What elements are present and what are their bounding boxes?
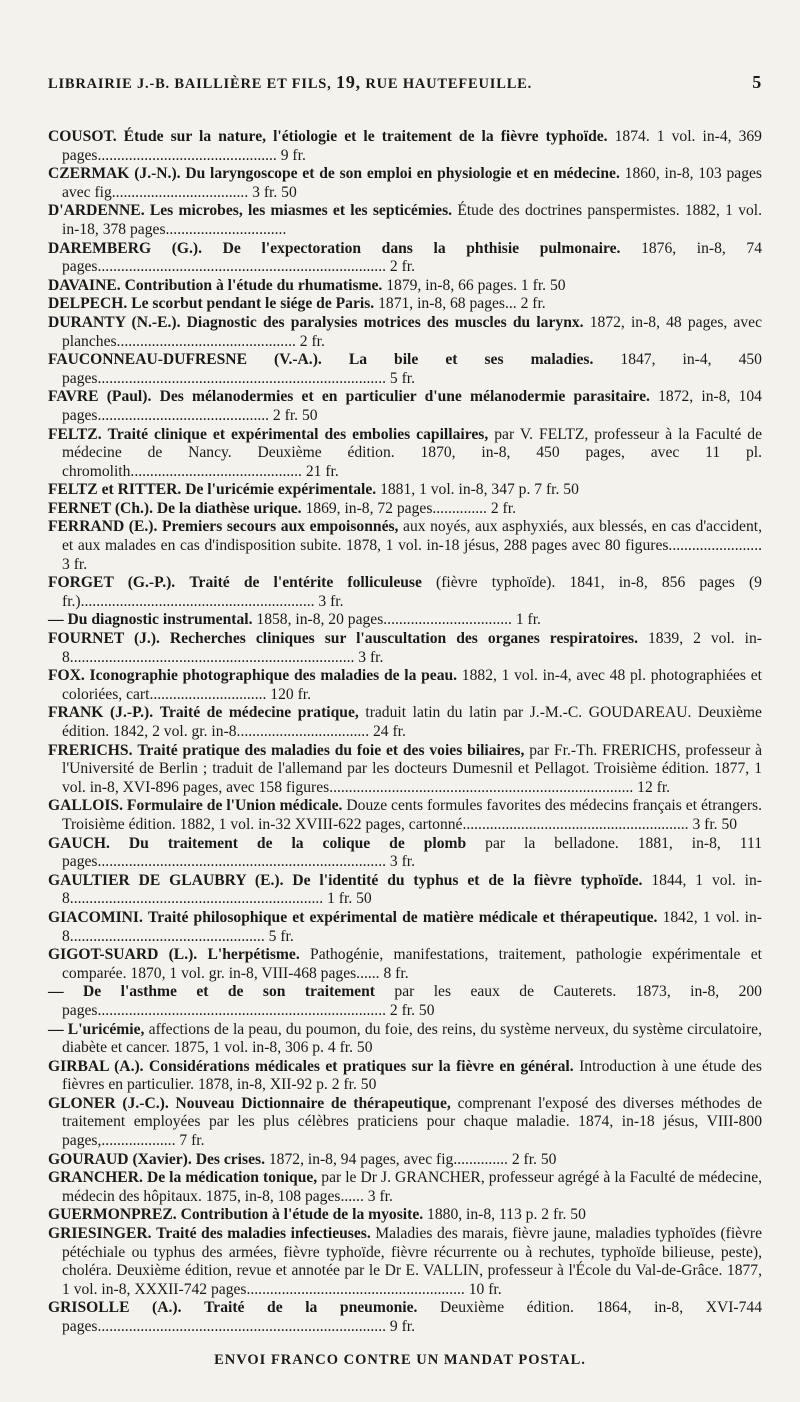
entry-author: GRIESINGER. — [48, 1225, 152, 1243]
entry-title: Des mélanodermies et en particulier d'une mélanodermie parasitaire. — [159, 388, 650, 406]
entry-author: FRERICHS. — [48, 741, 133, 759]
entry-title: L'herpétisme. — [207, 946, 300, 964]
entry-title: Traité pratique des maladies du foie et des voies biliaires, — [137, 741, 525, 759]
page-number: 5 — [752, 72, 762, 92]
entry-title: Traité clinique et expérimental des embolies capillaires, — [107, 425, 489, 443]
entry-title: Traité de l'entérite folliculeuse — [189, 574, 422, 592]
entry-title: De l'identité du typhus et de la fièvre typhoïde. — [292, 871, 643, 889]
entry-title: Étude sur la nature, l'étiologie et le traitement de la fièvre typhoïde. — [123, 128, 608, 145]
entry-rest: 1842, 1 vol. in-8.................................................. 5 fr. — [62, 908, 762, 945]
entry-rest: Pathogénie, manifestations, traitement, pathologie expérimentale et comparée. 1870, 1 vol. gr. in-8, VIII-468 pages...... 8 fr. — [62, 946, 762, 982]
entry-rest: affections de la peau, du poumon, du foie, des reins, du système nerveux, du système circulatoire, diabète et cancer. 1875, 1 vol. in-8, 306 p. 4 fr. 50 — [62, 1020, 763, 1057]
catalog-entry — [48, 872, 762, 909]
entry-rest: comprenant l'exposé des diverses méthodes de traitement employées par les plus célèbres praticiens pour chaque maladie. 1874, in-18 jésus, VIII-800 pages,................... 7 fr. — [62, 1094, 762, 1150]
entry-title: Du laryngoscope et de son emploi en physiologie et en médecine. — [185, 165, 620, 183]
catalog-entry — [48, 1058, 762, 1095]
entry-author: GAULTIER DE GLAUBRY (E.). — [48, 871, 284, 889]
catalog-entry — [48, 426, 762, 482]
catalog-entry — [48, 277, 762, 296]
catalog-entry — [48, 1021, 762, 1058]
entry-author: DELPECH. — [48, 295, 128, 313]
entry-author: FRANK (J.-P.). — [48, 704, 154, 722]
entry-rest: par le Dr J. GRANCHER, professeur agrégé à la Faculté de médecine, médecin des hôpitaux. 1875, in-8, 108 pages...... 3 fr. — [62, 1169, 763, 1205]
entry-author: GIGOT-SUARD (L.). — [48, 946, 198, 964]
catalog-entries — [48, 128, 762, 1337]
entry-rest: par la belladone. 1881, in-8, 111 pages.......................................................................... 3 fr. — [62, 834, 762, 871]
entry-title: La bile et ses maladies. — [348, 351, 594, 369]
entry-title: Contribution à l'étude de la myosite. — [180, 1206, 424, 1224]
catalog-entry — [48, 983, 762, 1020]
catalog-entry — [48, 295, 762, 314]
entry-author: FELTZ et RITTER. — [48, 481, 182, 499]
catalog-entry — [48, 1095, 762, 1151]
catalog-entry — [48, 202, 762, 239]
entry-title: Formulaire de l'Union médicale. — [126, 797, 343, 815]
catalog-entry — [48, 1225, 762, 1299]
entry-title: Les microbes, les miasmes et les septicémies. — [149, 202, 453, 220]
entry-title: Iconographie photographique des maladies de la peau. — [89, 667, 458, 685]
entry-author: GLONER (J.-C.). — [48, 1094, 169, 1112]
catalog-entry — [48, 667, 762, 704]
entry-title: L'uricémie, — [67, 1020, 145, 1038]
catalog-entry — [48, 351, 762, 388]
publisher-name: LIBRAIRIE J.-B. BAILLIÈRE ET FILS, — [48, 76, 332, 92]
catalog-entry — [48, 797, 762, 834]
catalog-entry — [48, 1206, 762, 1225]
entry-rest: Étude des doctrines panspermistes. 1882, 1 vol. in-18, 378 pages............................... — [62, 202, 763, 238]
entry-title: Nouveau Dictionnaire de thérapeutique, — [175, 1094, 451, 1112]
catalog-entry — [48, 742, 762, 798]
entry-author: GIACOMINI. — [48, 908, 143, 926]
catalog-entry — [48, 128, 762, 165]
entry-rest: 1881, 1 vol. in-8, 347 p. 7 fr. 50 — [380, 481, 579, 499]
entry-rest: 1880, in-8, 113 p. 2 fr. 50 — [427, 1206, 586, 1224]
entry-title: De l'uricémie expérimentale. — [185, 481, 377, 499]
street-number: 19, — [336, 72, 361, 92]
catalog-entry — [48, 388, 762, 425]
entry-title: Diagnostic des paralysies motrices des muscles du larynx. — [186, 313, 584, 331]
entry-title: De la diathèse urique. — [156, 499, 302, 517]
entry-rest: par V. FELTZ, professeur à la Faculté de médecine de Nancy. Deuxième édition. 1870, in-8, 450 pages, avec 11 pl. chromolith............................................ 21 fr. — [62, 425, 763, 480]
entry-title: De l'expectoration dans la phthisie pulmonaire. — [222, 239, 621, 257]
entry-title: Des crises. — [195, 1150, 265, 1168]
entry-title: Le scorbut pendant le siége de Paris. — [131, 295, 375, 313]
entry-rest: Douze cents formules favorites des médecins français et étrangers. Troisième édition. 1882, 1 vol. in-32 XVIII-622 pages, cartonné.......................................................... 3 fr. 50 — [62, 797, 763, 833]
entry-author: — — [48, 1020, 64, 1038]
catalog-entry — [48, 500, 762, 519]
entry-author: FERNET (Ch.). — [48, 499, 153, 517]
catalog-entry — [48, 1151, 762, 1170]
entry-title: Premiers secours aux empoisonnés, — [161, 518, 399, 536]
entry-author: FAVRE (Paul). — [48, 388, 152, 406]
entry-author: D'ARDENNE. — [48, 202, 145, 220]
entry-author: — — [48, 983, 64, 1001]
entry-rest: Deuxième édition. 1864, in-8, XVI-744 pages.......................................................................... 9 fr. — [62, 1299, 762, 1335]
catalog-entry — [48, 611, 762, 630]
entry-title: Recherches cliniques sur l'auscultation des organes respiratoires. — [169, 630, 639, 648]
entry-author: GAUCH. — [48, 834, 110, 852]
entry-author: GUERMONPREZ. — [48, 1206, 177, 1224]
entry-title: Traité des maladies infectieuses. — [156, 1225, 371, 1243]
entry-author: FOURNET (J.). — [48, 630, 160, 648]
entry-rest: 1860, in-8, 103 pages avec fig................................... 3 fr. 50 — [62, 165, 762, 201]
entry-author: FELTZ. — [48, 425, 102, 443]
entry-rest: 1839, 2 vol. in-8......................................................................... 3 fr. — [62, 630, 762, 666]
entry-rest: 1847, in-4, 450 pages.......................................................................... 5 fr. — [62, 351, 762, 387]
entry-rest: 1882, 1 vol. in-4, avec 48 pl. photographiées et coloriées, cart.............................. 120 fr. — [62, 667, 762, 703]
entry-author: FAUCONNEAU-DUFRESNE (V.-A.). — [48, 351, 322, 369]
street-name: RUE HAUTEFEUILLE. — [365, 76, 533, 92]
entry-author: DAVAINE. — [48, 276, 121, 294]
entry-title: Du diagnostic instrumental. — [67, 611, 253, 629]
entry-rest: (fièvre typhoïde). 1841, in-8, 856 pages (9 fr.)............................................................ 3 fr. — [62, 574, 762, 610]
catalog-entry — [48, 1169, 762, 1206]
catalog-entry — [48, 1299, 762, 1336]
entry-title: Contribution à l'étude du rhumatisme. — [124, 276, 383, 294]
entry-rest: 1872, in-8, 104 pages............................................ 2 fr. 50 — [62, 388, 762, 424]
entry-author: CZERMAK (J.-N.). — [48, 165, 181, 183]
entry-rest: Introduction à une étude des fièvres en particulier. 1878, in-8, XII-92 p. 2 fr. 50 — [62, 1057, 762, 1094]
entry-author: FERRAND (E.). — [48, 518, 158, 536]
entry-author: GOURAUD (Xavier). — [48, 1150, 192, 1168]
entry-title: Traité de la pneumonie. — [204, 1299, 418, 1317]
catalog-entry — [48, 704, 762, 741]
catalog-entry — [48, 314, 762, 351]
entry-title: De la médication tonique, — [146, 1169, 318, 1187]
entry-author: GRANCHER. — [48, 1169, 143, 1187]
entry-rest: 1858, in-8, 20 pages................................. 1 fr. — [256, 611, 541, 629]
entry-rest: 1874. 1 vol. in-4, 369 pages.............................................. 9 fr. — [62, 128, 762, 164]
entry-rest: par Fr.-Th. FRERICHS, professeur à l'Université de Berlin ; traduit de l'allemand par les docteurs Dumesnil et Pellagot. Troisième édition. 1877, 1 vol. in-8, XVI-896 pages, avec 158 figures.............................................................................. 12 fr. — [62, 741, 763, 796]
entry-title: De l'asthme et de son traitement — [83, 983, 375, 1001]
entry-rest: 1871, in-8, 68 pages... 2 fr. — [378, 295, 546, 313]
entry-author: DURANTY (N.-E.). — [48, 313, 181, 331]
header-left — [48, 72, 532, 93]
catalog-entry — [48, 630, 762, 667]
entry-rest: 1872, in-8, 94 pages, avec fig.............. 2 fr. 50 — [268, 1150, 557, 1168]
entry-title: Considérations médicales et pratiques sur la fièvre en général. — [149, 1057, 574, 1075]
entry-rest: 1844, 1 vol. in-8................................................................. 1 fr. 50 — [62, 871, 762, 908]
entry-rest: 1872, in-8, 48 pages, avec planches.............................................. 2 fr. — [62, 313, 762, 350]
entry-title: Traité de médecine pratique, — [159, 704, 359, 722]
catalog-entry — [48, 946, 762, 983]
entry-author: FOX. — [48, 667, 85, 685]
page-footer: ENVOI FRANCO CONTRE UN MANDAT POSTAL. — [214, 1352, 586, 1368]
catalog-entry — [48, 165, 762, 202]
catalog-entry — [48, 481, 762, 500]
entry-author: — — [48, 611, 64, 629]
catalog-entry — [48, 574, 762, 611]
entry-rest: 1876, in-8, 74 pages.......................................................................... 2 fr. — [62, 239, 763, 276]
entry-author: DAREMBERG (G.). — [48, 239, 203, 257]
entry-rest: par les eaux de Cauterets. 1873, in-8, 200 pages.......................................................................... 2 fr. 50 — [62, 983, 762, 1019]
entry-rest: aux noyés, aux asphyxiés, aux blessés, en cas d'accident, et aux malades en cas d'indisposition subite. 1878, 1 vol. in-18 jésus, 288 pages avec 80 figures........................ 3 fr. — [62, 518, 762, 573]
catalog-entry — [48, 835, 762, 872]
entry-rest: 1879, in-8, 66 pages. 1 fr. 50 — [386, 276, 566, 294]
entry-rest: 1869, in-8, 72 pages.............. 2 fr. — [305, 499, 516, 517]
running-header — [48, 72, 762, 93]
entry-rest: Maladies des marais, fièvre jaune, maladies typhoïdes (fièvre pétéchiale ou typhus des armées, fièvre typhoïde, fièvre récurrente ou à rechutes, typhoïde bilieuse, peste), choléra. Deuxième édition, revue et annotée par le Dr E. VALLIN, professeur à l'École du Val-de-Grâce. 1877, 1 vol. in-8, XXXII-742 pages........................................................ 10 fr. — [62, 1225, 762, 1298]
entry-title: Du traitement de la colique de plomb — [128, 834, 467, 852]
catalog-entry — [48, 909, 762, 946]
catalog-entry — [48, 240, 762, 277]
entry-author: COUSOT. — [48, 128, 117, 145]
entry-rest: traduit latin du latin par J.-M.-C. GOUDAREAU. Deuxième édition. 1842, 2 vol. gr. in-8.................................. 24 fr. — [62, 704, 762, 740]
catalog-entry — [48, 518, 762, 574]
entry-title: Traité philosophique et expérimental de matière médicale et thérapeutique. — [148, 908, 658, 926]
entry-author: GIRBAL (A.). — [48, 1057, 144, 1075]
entry-author: GRISOLLE (A.). — [48, 1299, 182, 1317]
entry-author: FORGET (G.-P.). — [48, 574, 176, 592]
entry-author: GALLOIS. — [48, 797, 123, 815]
